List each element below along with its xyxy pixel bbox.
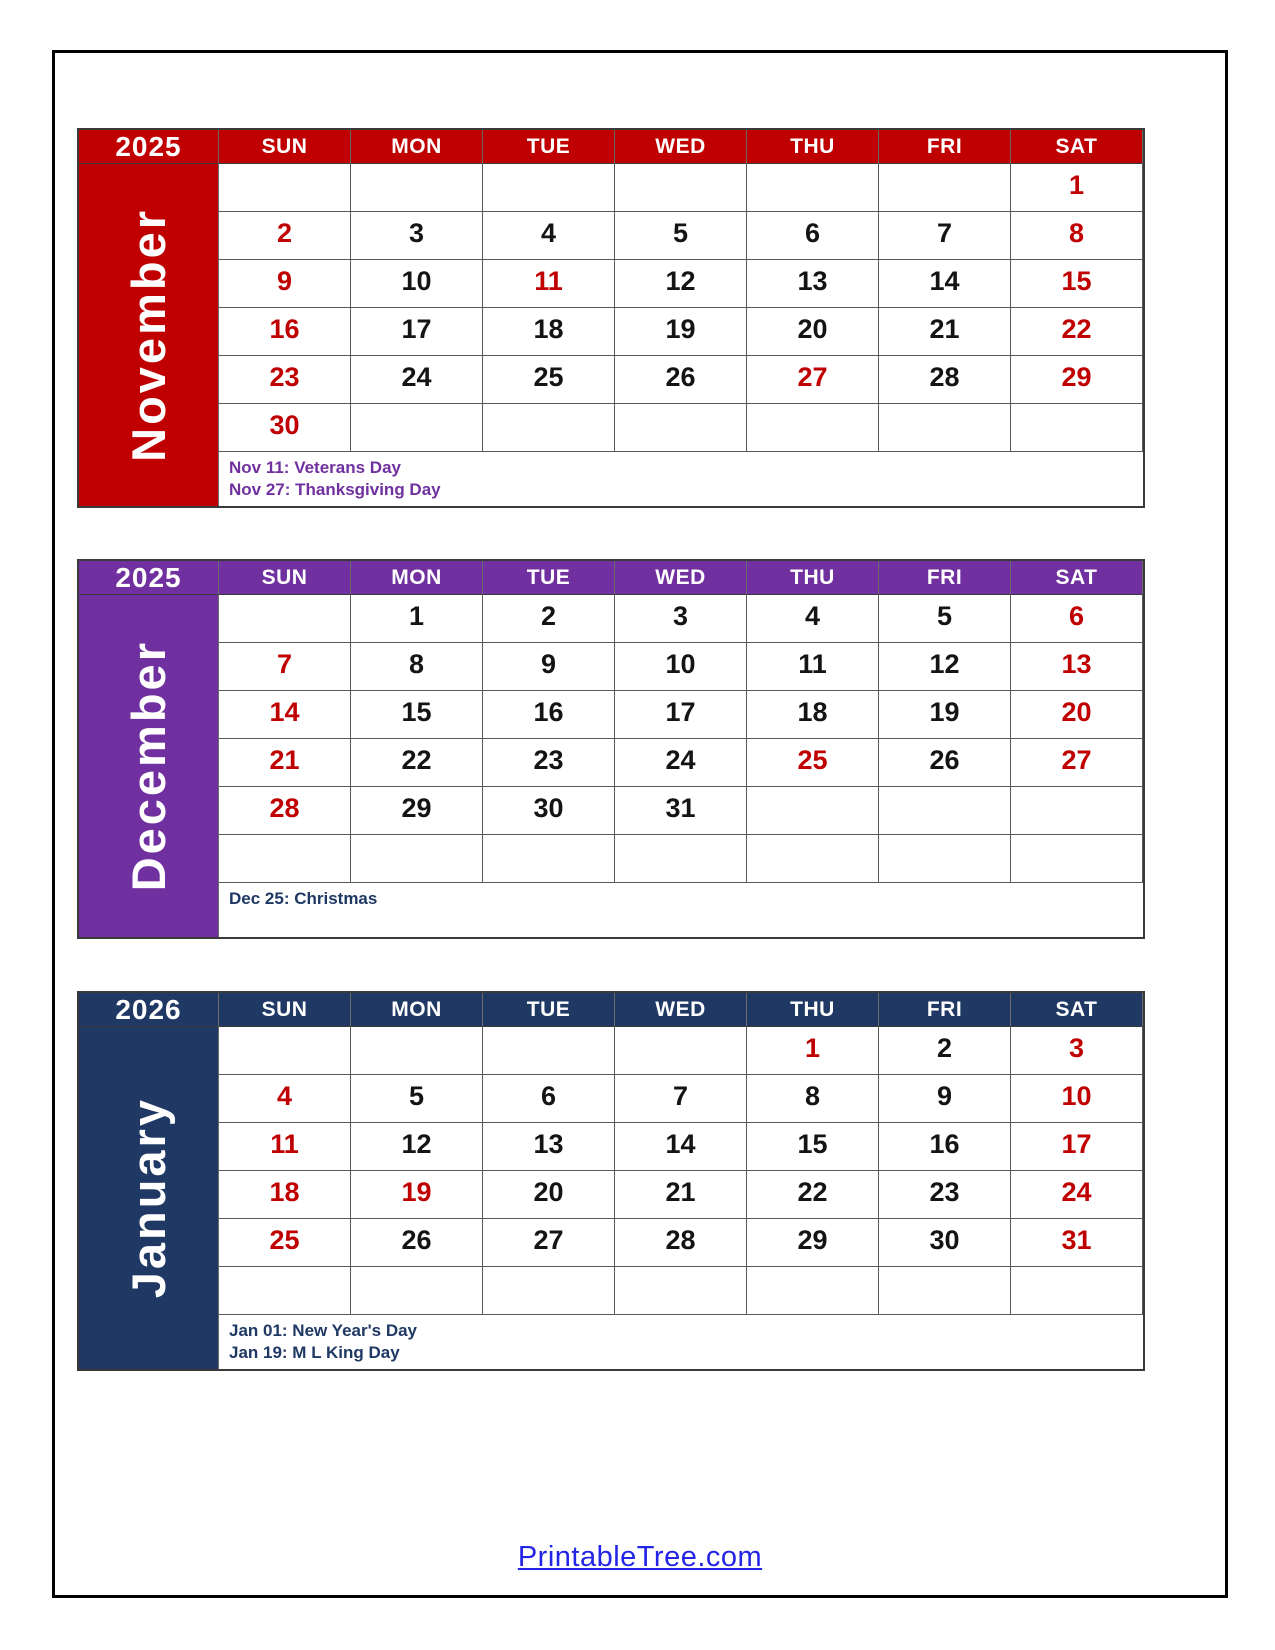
date-cell-december-4: 4 [747,595,879,643]
date-cell-january-23: 23 [879,1171,1011,1219]
date-cell-empty [879,404,1011,452]
weekday-header-sat: SAT [1011,130,1143,164]
date-cell-empty [747,835,879,883]
date-cell-january-17: 17 [1011,1123,1143,1171]
date-cell-november-19: 19 [615,308,747,356]
date-cell-january-11: 11 [219,1123,351,1171]
weekday-header-thu: THU [747,993,879,1027]
weekday-header-mon: MON [351,993,483,1027]
date-cell-january-31: 31 [1011,1219,1143,1267]
date-cell-november-20: 20 [747,308,879,356]
date-cell-january-4: 4 [219,1075,351,1123]
date-cell-empty [483,164,615,212]
date-cell-december-3: 3 [615,595,747,643]
date-cell-empty [1011,787,1143,835]
date-cell-december-5: 5 [879,595,1011,643]
month-table-january [77,991,1145,1371]
weekday-header-wed: WED [615,130,747,164]
date-cell-empty [351,835,483,883]
date-cell-january-8: 8 [747,1075,879,1123]
date-cell-december-28: 28 [219,787,351,835]
date-cell-empty [747,164,879,212]
date-cell-january-6: 6 [483,1075,615,1123]
date-cell-december-29: 29 [351,787,483,835]
date-cell-january-29: 29 [747,1219,879,1267]
holiday-note: Jan 19: M L King Day [229,1343,400,1363]
date-cell-november-1: 1 [1011,164,1143,212]
date-cell-january-2: 2 [879,1027,1011,1075]
weekday-header-mon: MON [351,130,483,164]
date-cell-december-24: 24 [615,739,747,787]
date-cell-november-14: 14 [879,260,1011,308]
date-cell-november-25: 25 [483,356,615,404]
year-label-january: 2026 [79,993,219,1027]
date-cell-january-18: 18 [219,1171,351,1219]
date-cell-empty [351,1267,483,1315]
date-cell-january-3: 3 [1011,1027,1143,1075]
month-name-vertical: January [122,1097,175,1299]
weekday-header-tue: TUE [483,993,615,1027]
weekday-header-sun: SUN [219,130,351,164]
date-cell-november-10: 10 [351,260,483,308]
date-cell-december-17: 17 [615,691,747,739]
date-cell-january-26: 26 [351,1219,483,1267]
date-cell-december-1: 1 [351,595,483,643]
month-label-block-december [79,595,219,937]
date-cell-empty [615,835,747,883]
date-cell-december-2: 2 [483,595,615,643]
date-cell-november-21: 21 [879,308,1011,356]
date-cell-december-23: 23 [483,739,615,787]
holiday-notes-january [219,1315,1143,1369]
weekday-header-wed: WED [615,561,747,595]
date-cell-november-16: 16 [219,308,351,356]
date-cell-empty [1011,1267,1143,1315]
date-cell-january-30: 30 [879,1219,1011,1267]
date-cell-december-16: 16 [483,691,615,739]
date-cell-empty [615,164,747,212]
month-label-block-november [79,164,219,506]
date-cell-november-26: 26 [615,356,747,404]
footer [55,1541,1225,1574]
date-cell-november-3: 3 [351,212,483,260]
date-cell-empty [351,404,483,452]
month-name-vertical: December [122,640,175,892]
date-cell-empty [351,164,483,212]
date-cell-empty [1011,835,1143,883]
date-cell-january-9: 9 [879,1075,1011,1123]
date-cell-december-14: 14 [219,691,351,739]
page-border-frame [52,50,1228,1598]
date-cell-november-27: 27 [747,356,879,404]
year-label-december: 2025 [79,561,219,595]
date-cell-november-22: 22 [1011,308,1143,356]
date-cell-december-13: 13 [1011,643,1143,691]
date-cell-november-23: 23 [219,356,351,404]
date-cell-empty [351,1027,483,1075]
date-cell-empty [879,835,1011,883]
month-table-november [77,128,1145,508]
date-cell-january-19: 19 [351,1171,483,1219]
date-cell-empty [1011,404,1143,452]
date-cell-empty [483,1027,615,1075]
date-cell-empty [219,1267,351,1315]
date-cell-december-12: 12 [879,643,1011,691]
date-cell-december-31: 31 [615,787,747,835]
date-cell-january-14: 14 [615,1123,747,1171]
date-cell-november-13: 13 [747,260,879,308]
date-cell-empty [483,835,615,883]
date-cell-december-6: 6 [1011,595,1143,643]
date-cell-january-15: 15 [747,1123,879,1171]
holiday-notes-december [219,883,1143,937]
date-cell-november-2: 2 [219,212,351,260]
weekday-header-fri: FRI [879,561,1011,595]
holiday-notes-november [219,452,1143,506]
date-cell-december-8: 8 [351,643,483,691]
date-cell-november-30: 30 [219,404,351,452]
footer-link[interactable]: PrintableTree.com [517,1541,763,1573]
date-cell-november-12: 12 [615,260,747,308]
holiday-note: Nov 11: Veterans Day [229,458,401,477]
date-cell-november-7: 7 [879,212,1011,260]
date-cell-november-17: 17 [351,308,483,356]
weekday-header-sat: SAT [1011,561,1143,595]
weekday-header-tue: TUE [483,561,615,595]
holiday-note: Dec 25: Christmas [229,889,378,908]
weekday-header-thu: THU [747,561,879,595]
date-cell-january-24: 24 [1011,1171,1143,1219]
date-cell-empty [879,787,1011,835]
date-cell-december-10: 10 [615,643,747,691]
month-label-block-january [79,1027,219,1369]
weekday-header-fri: FRI [879,130,1011,164]
date-cell-december-22: 22 [351,739,483,787]
date-cell-december-26: 26 [879,739,1011,787]
date-cell-december-9: 9 [483,643,615,691]
year-label-november: 2025 [79,130,219,164]
date-cell-empty [483,404,615,452]
date-cell-december-19: 19 [879,691,1011,739]
date-cell-empty [219,595,351,643]
weekday-header-wed: WED [615,993,747,1027]
date-cell-december-18: 18 [747,691,879,739]
date-cell-january-21: 21 [615,1171,747,1219]
date-cell-december-25: 25 [747,739,879,787]
date-cell-november-11: 11 [483,260,615,308]
date-cell-january-28: 28 [615,1219,747,1267]
date-cell-empty [747,787,879,835]
date-cell-january-25: 25 [219,1219,351,1267]
weekday-header-tue: TUE [483,130,615,164]
date-cell-november-4: 4 [483,212,615,260]
date-cell-november-18: 18 [483,308,615,356]
date-cell-empty [615,1027,747,1075]
holiday-note: Jan 01: New Year's Day [229,1321,418,1340]
month-table-december [77,559,1145,939]
date-cell-january-7: 7 [615,1075,747,1123]
date-cell-december-20: 20 [1011,691,1143,739]
date-cell-january-22: 22 [747,1171,879,1219]
holiday-note: Nov 27: Thanksgiving Day [229,480,441,500]
weekday-header-sun: SUN [219,993,351,1027]
weekday-header-sun: SUN [219,561,351,595]
date-cell-november-8: 8 [1011,212,1143,260]
date-cell-empty [615,1267,747,1315]
date-cell-january-20: 20 [483,1171,615,1219]
date-cell-empty [483,1267,615,1315]
date-cell-january-16: 16 [879,1123,1011,1171]
date-cell-november-5: 5 [615,212,747,260]
date-cell-december-15: 15 [351,691,483,739]
date-cell-november-9: 9 [219,260,351,308]
weekday-header-fri: FRI [879,993,1011,1027]
date-cell-january-1: 1 [747,1027,879,1075]
date-cell-january-12: 12 [351,1123,483,1171]
date-cell-empty [219,1027,351,1075]
date-cell-empty [879,1267,1011,1315]
date-cell-january-10: 10 [1011,1075,1143,1123]
date-cell-january-27: 27 [483,1219,615,1267]
date-cell-november-28: 28 [879,356,1011,404]
date-cell-empty [219,164,351,212]
weekday-header-mon: MON [351,561,483,595]
date-cell-november-15: 15 [1011,260,1143,308]
date-cell-november-24: 24 [351,356,483,404]
date-cell-empty [747,1267,879,1315]
date-cell-january-13: 13 [483,1123,615,1171]
weekday-header-sat: SAT [1011,993,1143,1027]
date-cell-empty [615,404,747,452]
date-cell-december-27: 27 [1011,739,1143,787]
date-cell-december-30: 30 [483,787,615,835]
date-cell-november-6: 6 [747,212,879,260]
month-name-vertical: November [122,208,175,462]
date-cell-december-11: 11 [747,643,879,691]
date-cell-empty [879,164,1011,212]
date-cell-empty [219,835,351,883]
weekday-header-thu: THU [747,130,879,164]
date-cell-december-7: 7 [219,643,351,691]
date-cell-november-29: 29 [1011,356,1143,404]
date-cell-december-21: 21 [219,739,351,787]
date-cell-january-5: 5 [351,1075,483,1123]
date-cell-empty [747,404,879,452]
